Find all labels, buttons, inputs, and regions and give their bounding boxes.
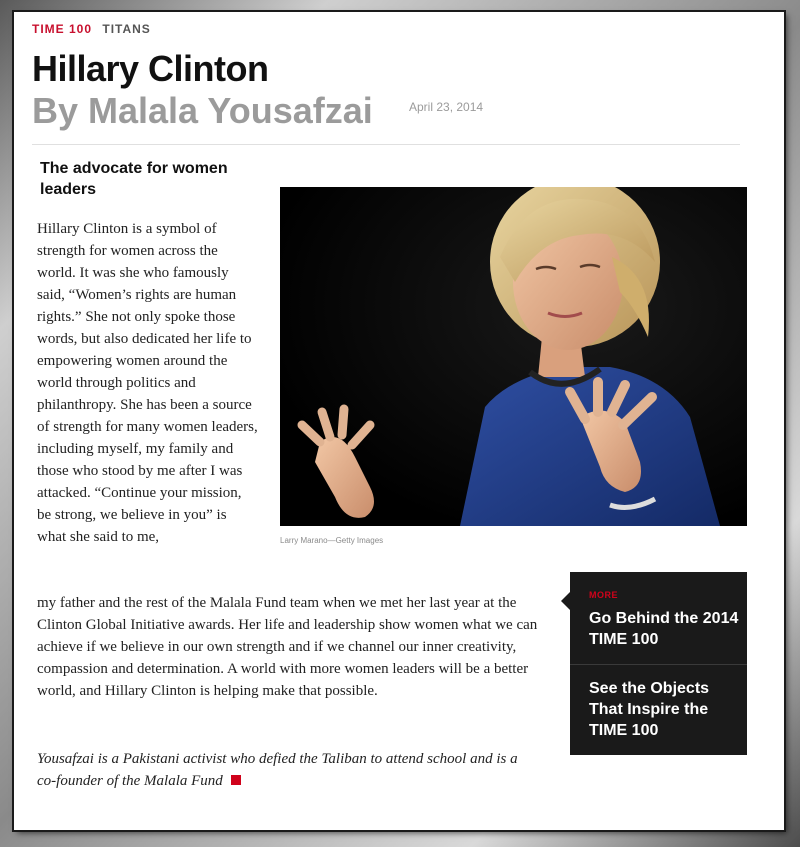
article-page xyxy=(14,12,784,830)
article-photo[interactable] xyxy=(280,187,747,526)
section-kicker[interactable] xyxy=(32,22,151,36)
portrait-image xyxy=(280,187,747,526)
more-link-behind-time100[interactable]: Go Behind the 2014 TIME 100 xyxy=(589,610,739,648)
header-divider xyxy=(32,144,740,145)
more-box xyxy=(570,572,747,755)
article-subhead: The advocate for women leaders xyxy=(40,160,228,198)
kicker-time100[interactable]: TIME 100 xyxy=(32,22,93,36)
end-mark-icon xyxy=(231,775,241,785)
more-divider xyxy=(570,664,747,665)
body-paragraph-part1: Hillary Clinton is a symbol of strength for women across the world. It was she who famously said, “Women’s rights are human rights.” She not only spoke those words, but also dedicated her life to empowering women around the world through politics and philanthropy. She has been a source of strength for many women leaders, including myself, my family and those who stood by me after I was attacked. “Continue your mission, be strong, we believe in you” is what she said to me, xyxy=(37,221,258,545)
article-title: Hillary Clinton xyxy=(32,48,269,89)
article-byline: By Malala Yousafzai xyxy=(32,90,373,131)
body-paragraph-part2: my father and the rest of the Malala Fund team when we met her last year at the Clinton Global Initiative awards. Her life and leadership show women what we can achieve if we believe in our own strength and if we channel our inner creativity, compassion and determination. A world with more women leaders will be a better world, and Hillary Clinton is helping make that possible. xyxy=(37,595,538,699)
photo-credit: Larry Marano—Getty Images xyxy=(280,536,384,545)
article-body-top xyxy=(37,218,259,548)
article-body-bottom xyxy=(37,592,547,702)
more-link-objects-inspire[interactable]: See the Objects That Inspire the TIME 100 xyxy=(589,680,710,739)
author-footnote xyxy=(37,748,537,792)
kicker-category[interactable]: TITANS xyxy=(102,22,151,36)
more-label: MORE xyxy=(589,590,618,600)
publish-date: April 23, 2014 xyxy=(409,100,484,114)
footnote-text: Yousafzai is a Pakistani activist who defied the Taliban to attend school and is a co-founder of the Malala Fund xyxy=(37,751,518,789)
